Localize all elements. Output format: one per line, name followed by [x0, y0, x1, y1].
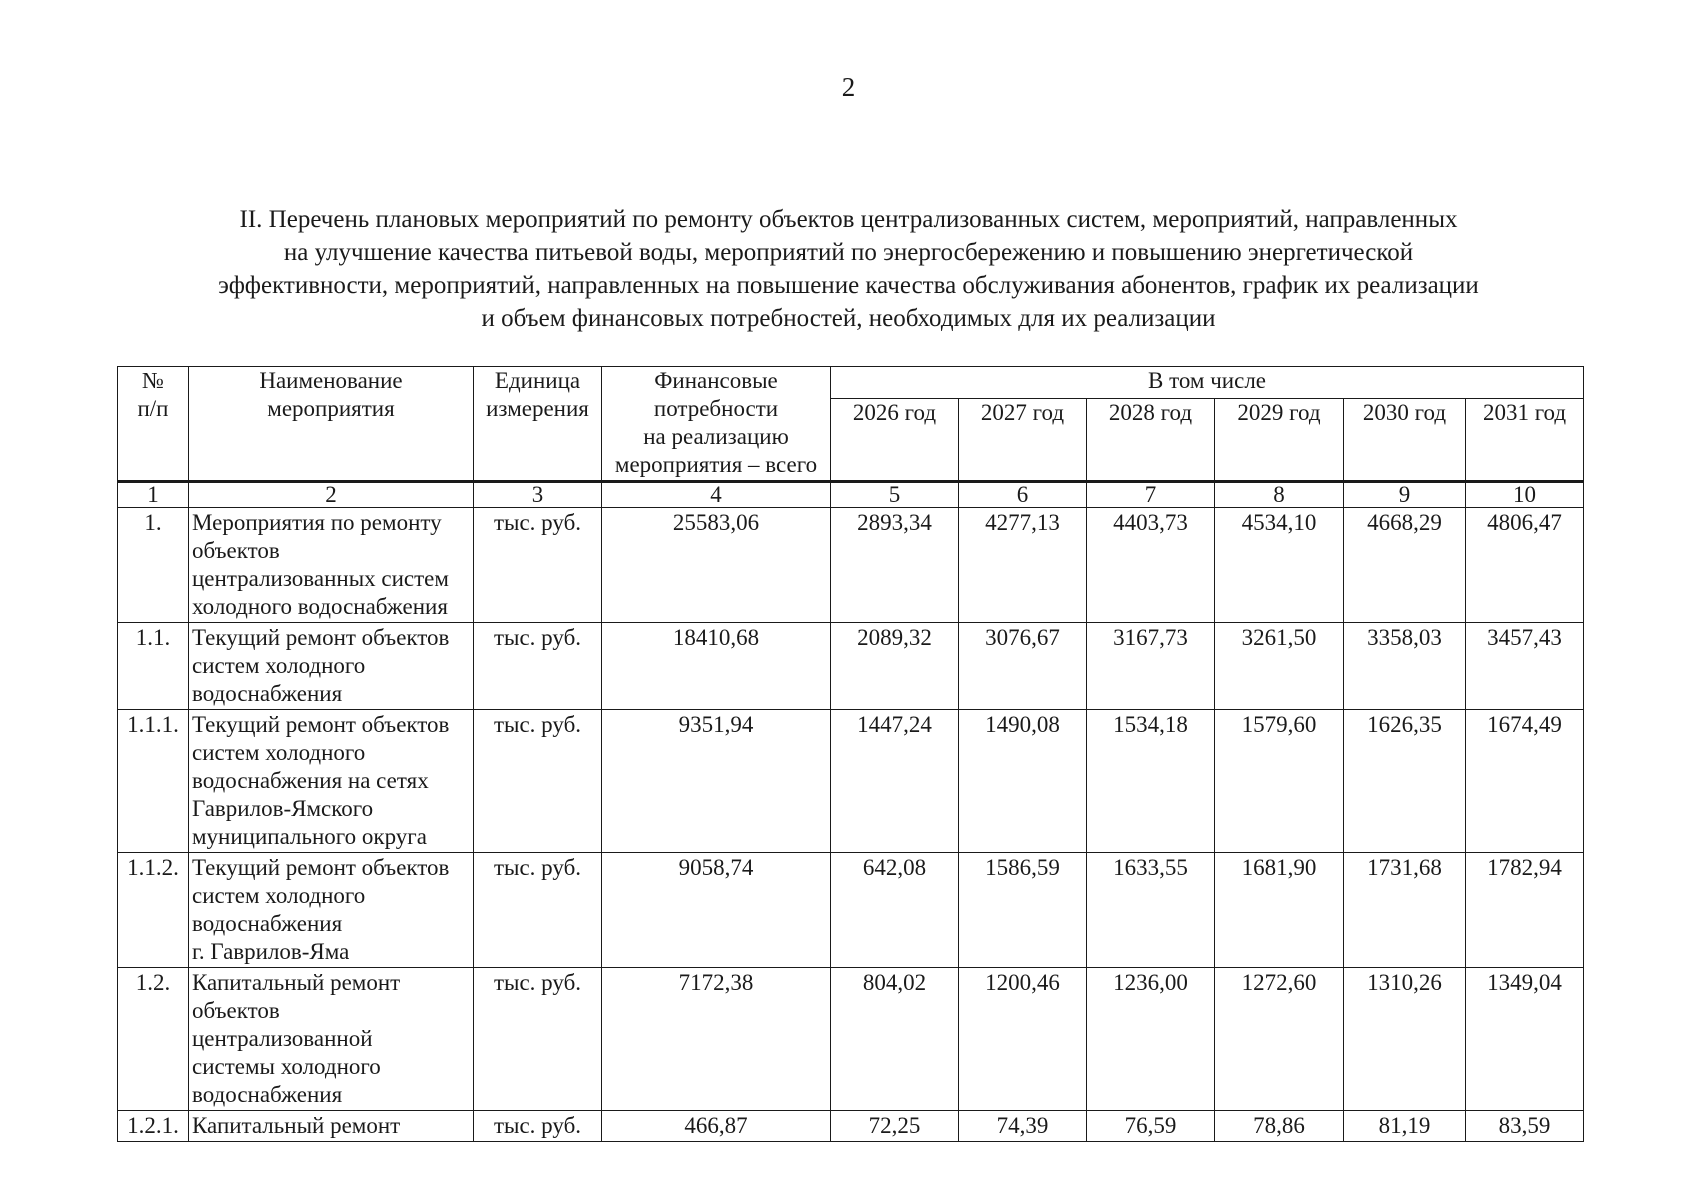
row-num: 1.2. — [118, 968, 189, 1111]
header-total-line: на реализацию — [643, 424, 789, 449]
column-number-row — [118, 482, 1584, 508]
row-value: 4403,73 — [1087, 508, 1215, 623]
row-name — [189, 1111, 474, 1142]
row-value: 1272,60 — [1215, 968, 1344, 1111]
row-value: 1633,55 — [1087, 853, 1215, 968]
plan-table — [117, 366, 1584, 1142]
header-name-line: Наименование — [259, 368, 403, 393]
column-number: 6 — [959, 482, 1087, 508]
header-year: 2031 год — [1466, 398, 1584, 481]
row-value: 804,02 — [831, 968, 959, 1111]
header-year: 2027 год — [959, 398, 1087, 481]
row-value: 76,59 — [1087, 1111, 1215, 1142]
row-value: 4534,10 — [1215, 508, 1344, 623]
row-name — [189, 710, 474, 853]
row-total: 18410,68 — [602, 623, 831, 710]
header-year: 2026 год — [831, 398, 959, 481]
row-unit: тыс. руб. — [474, 623, 602, 710]
header-num-line: п/п — [137, 396, 169, 421]
row-value: 1626,35 — [1344, 710, 1466, 853]
row-value: 4277,13 — [959, 508, 1087, 623]
row-value: 1349,04 — [1466, 968, 1584, 1111]
row-name-line: системы холодного — [192, 1054, 381, 1079]
section-title-line: и объем финансовых потребностей, необходимых для их реализации — [481, 305, 1216, 332]
row-name-line: Текущий ремонт объектов — [192, 625, 450, 650]
row-name-line: Капитальный ремонт — [192, 1113, 401, 1138]
row-value: 1490,08 — [959, 710, 1087, 853]
row-value: 642,08 — [831, 853, 959, 968]
row-name-line: объектов — [192, 538, 280, 563]
header-total-line: мероприятия – всего — [614, 452, 818, 477]
row-value: 1236,00 — [1087, 968, 1215, 1111]
row-num: 1.1. — [118, 623, 189, 710]
row-value: 1586,59 — [959, 853, 1087, 968]
row-value: 3261,50 — [1215, 623, 1344, 710]
header-num-line: № — [142, 368, 164, 393]
row-name-line: водоснабжения на сетях — [192, 768, 429, 793]
row-total: 7172,38 — [602, 968, 831, 1111]
row-name-line: муниципального округа — [192, 824, 427, 849]
row-value: 74,39 — [959, 1111, 1087, 1142]
header-total — [602, 367, 831, 482]
row-value: 72,25 — [831, 1111, 959, 1142]
row-total: 466,87 — [602, 1111, 831, 1142]
row-unit: тыс. руб. — [474, 968, 602, 1111]
section-title-line: эффективности, мероприятий, направленных на повышение качества обслуживания абонентов, график их реализации — [218, 272, 1479, 299]
page-number: 2 — [841, 72, 856, 102]
row-name-line: г. Гаврилов-Яма — [192, 939, 350, 964]
row-value: 1674,49 — [1466, 710, 1584, 853]
row-value: 4668,29 — [1344, 508, 1466, 623]
column-number: 7 — [1087, 482, 1215, 508]
section-title-line: II. Перечень плановых мероприятий по ремонту объектов централизованных систем, мероприятий, направленных — [239, 206, 1458, 233]
header-name — [189, 367, 474, 482]
row-value: 4806,47 — [1466, 508, 1584, 623]
row-value: 1579,60 — [1215, 710, 1344, 853]
row-name-line: объектов — [192, 998, 280, 1023]
row-value: 1782,94 — [1466, 853, 1584, 968]
row-value: 1534,18 — [1087, 710, 1215, 853]
row-name-line: систем холодного — [192, 740, 366, 765]
header-unit-line: Единица — [494, 368, 581, 393]
row-name-line: Гаврилов-Ямского — [192, 796, 374, 821]
row-num: 1. — [118, 508, 189, 623]
row-total: 25583,06 — [602, 508, 831, 623]
row-name-line: водоснабжения — [192, 911, 343, 936]
row-name-line: холодного водоснабжения — [192, 594, 448, 619]
row-value: 1310,26 — [1344, 968, 1466, 1111]
row-total: 9058,74 — [602, 853, 831, 968]
row-value: 78,86 — [1215, 1111, 1344, 1142]
section-title — [120, 203, 1577, 335]
table-row — [118, 853, 1584, 968]
header-name-line: мероприятия — [267, 396, 395, 421]
row-unit: тыс. руб. — [474, 710, 602, 853]
row-name — [189, 623, 474, 710]
column-number: 5 — [831, 482, 959, 508]
header-year: 2029 год — [1215, 398, 1344, 481]
header-unit-line: измерения — [486, 396, 589, 421]
row-value: 3167,73 — [1087, 623, 1215, 710]
row-value: 3358,03 — [1344, 623, 1466, 710]
row-name-line: Капитальный ремонт — [192, 970, 401, 995]
column-number: 9 — [1344, 482, 1466, 508]
row-unit: тыс. руб. — [474, 508, 602, 623]
row-num: 1.1.1. — [118, 710, 189, 853]
header-unit — [474, 367, 602, 482]
table-row — [118, 968, 1584, 1111]
header-year: 2028 год — [1087, 398, 1215, 481]
row-name-line: водоснабжения — [192, 681, 343, 706]
table-row — [118, 508, 1584, 623]
row-name-line: централизованной — [192, 1026, 373, 1051]
row-name — [189, 853, 474, 968]
row-unit: тыс. руб. — [474, 853, 602, 968]
row-name-line: Текущий ремонт объектов — [192, 855, 450, 880]
header-total-line: Финансовые — [654, 368, 778, 393]
column-number: 2 — [189, 482, 474, 508]
table-row — [118, 1111, 1584, 1142]
row-value: 83,59 — [1466, 1111, 1584, 1142]
row-value: 1681,90 — [1215, 853, 1344, 968]
row-name-line: систем холодного — [192, 653, 366, 678]
column-number: 1 — [118, 482, 189, 508]
row-num: 1.1.2. — [118, 853, 189, 968]
row-value: 81,19 — [1344, 1111, 1466, 1142]
row-total: 9351,94 — [602, 710, 831, 853]
row-value: 1200,46 — [959, 968, 1087, 1111]
header-year: 2030 год — [1344, 398, 1466, 481]
row-name-line: водоснабжения — [192, 1082, 343, 1107]
section-title-line: на улучшение качества питьевой воды, мероприятий по энергосбережению и повышению энергетической — [283, 239, 1414, 266]
column-number: 3 — [474, 482, 602, 508]
header-including: В том числе — [831, 367, 1584, 399]
column-number: 4 — [602, 482, 831, 508]
row-name-line: Текущий ремонт объектов — [192, 712, 450, 737]
row-value: 2089,32 — [831, 623, 959, 710]
column-number: 10 — [1466, 482, 1584, 508]
row-unit: тыс. руб. — [474, 1111, 602, 1142]
row-name-line: централизованных систем — [192, 566, 449, 591]
header-total-line: потребности — [653, 396, 779, 421]
row-value: 3457,43 — [1466, 623, 1584, 710]
row-name-line: Мероприятия по ремонту — [192, 510, 442, 535]
row-value: 1447,24 — [831, 710, 959, 853]
column-number: 8 — [1215, 482, 1344, 508]
table-row — [118, 710, 1584, 853]
row-name-line: систем холодного — [192, 883, 366, 908]
row-value: 2893,34 — [831, 508, 959, 623]
row-name — [189, 508, 474, 623]
table-row — [118, 623, 1584, 710]
row-num: 1.2.1. — [118, 1111, 189, 1142]
row-value: 3076,67 — [959, 623, 1087, 710]
row-value: 1731,68 — [1344, 853, 1466, 968]
header-num — [118, 367, 189, 482]
row-name — [189, 968, 474, 1111]
